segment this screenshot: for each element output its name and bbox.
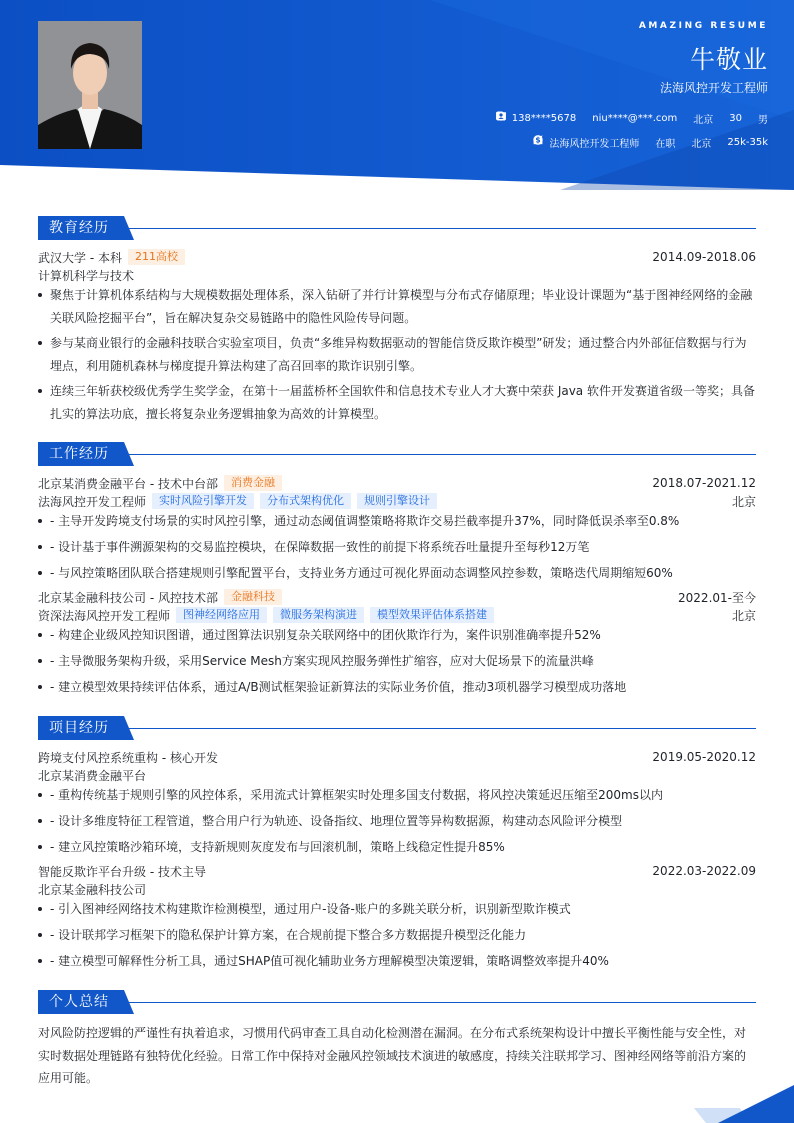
email-text: niu****@***.com: [592, 113, 678, 124]
section-title: 工作经历: [38, 442, 124, 466]
money-icon: [533, 135, 543, 145]
target-role-text: 法海风控开发工程师: [549, 139, 640, 150]
project-org: 北京某消费金融平台: [38, 768, 147, 783]
section-education-header: [38, 216, 756, 240]
skill-tag: 分布式架构优化: [260, 493, 351, 509]
skill-tag: 图神经网络应用: [176, 607, 267, 623]
salary-text: 25k-35k: [727, 137, 768, 148]
school-badge: 211高校: [128, 249, 185, 265]
education-period: 2014.09-2018.06: [652, 250, 756, 264]
intent-row: [533, 135, 768, 150]
header-banner: [0, 0, 794, 190]
gender-text: 男: [758, 115, 768, 126]
skill-tag: 微服务架构演进: [273, 607, 364, 623]
user-icon: [496, 111, 506, 121]
list-item: - 设计基于事件溯源架构的交易监控模块，在保障数据一致性的前提下将系统吞吐量提升至每秒12万笔: [38, 536, 756, 559]
education-major-row: [38, 266, 756, 284]
list-item: - 引入图神经网络技术构建欺诈检测模型，通过用户-设备-账户的多跳关联分析，识别新型欺诈模式: [38, 898, 756, 921]
section-title: 项目经历: [38, 716, 124, 740]
project-org-row: [38, 880, 756, 898]
list-item: - 与风控策略团队联合搭建规则引擎配置平台，支持业务方通过可视化界面动态调整风控参数，策略迭代周期缩短60%: [38, 562, 756, 585]
list-item: 连续三年斩获校级优秀学生奖学金，在第十一届蓝桥杯全国软件和信息技术专业人才大赛中荣获 Java 软件开发赛道省级一等奖；具备扎实的算法功底，擅长将复杂业务逻辑抽象为高效的计算模型。: [38, 380, 756, 426]
gender-item: [758, 111, 768, 126]
contact-row: [496, 111, 768, 126]
phone-text: 138****5678: [511, 113, 577, 124]
school-name: 武汉大学 - 本科: [38, 250, 122, 265]
section-title: 个人总结: [38, 990, 124, 1014]
list-item: - 建立风控策略沙箱环境，支持新规则灰度发布与回滚机制，策略上线稳定性提升85%: [38, 836, 756, 859]
section-work-header: [38, 442, 756, 466]
header-tagline: AMAZING RESUME: [638, 21, 768, 31]
skill-tag: 模型效果评估体系搭建: [370, 607, 494, 623]
work-period: 2018.07-2021.12: [652, 476, 756, 490]
section-summary-header: [38, 990, 756, 1014]
target-city-item: [691, 135, 711, 150]
education-row: [38, 248, 756, 266]
company-name: 北京某消费金融平台 - 技术中台部: [38, 476, 218, 491]
project-period: 2019.05-2020.12: [652, 750, 756, 764]
list-item: - 重构传统基于规则引擎的风控体系，采用流式计算框架实时处理多国支付数据，将风控决策延迟压缩至200ms以内: [38, 784, 756, 807]
age-item: [729, 113, 742, 124]
age-text: 30: [729, 113, 742, 124]
list-item: 参与某商业银行的金融科技联合实验室项目，负责“多维异构数据驱动的智能信贷反欺诈模型”研发；通过整合内外部征信数据与行为埋点，利用随机森林与梯度提升算法构建了高召回率的欺诈识别引擎。: [38, 332, 756, 378]
city-item: [693, 111, 713, 126]
city-text: 北京: [693, 115, 714, 126]
work-company-row: [38, 588, 756, 606]
project-row: [38, 862, 756, 880]
email-item: [592, 113, 677, 124]
status-item: [655, 135, 675, 150]
summary-text: 对风险防控逻辑的严谨性有执着追求，习惯用代码审查工具自动化检测潜在漏洞。在分布式系统架构设计中擅长平衡性能与安全性，对实时数据处理链路有独特优化经验。日常工作中保持对金融风控领域技术演进的敏感度，持续关注联邦学习、图神经网络等前沿方案的应用可能。: [38, 1026, 747, 1085]
status-text: 在职: [655, 139, 676, 150]
work-city: 北京: [731, 494, 756, 509]
skill-tag: 规则引擎设计: [357, 493, 437, 509]
company-badge: 金融科技: [224, 589, 282, 605]
section-projects-header: [38, 716, 756, 740]
list-item: - 设计多维度特征工程管道，整合用户行为轨迹、设备指纹、地理位置等异构数据源，构建动态风险评分模型: [38, 810, 756, 833]
target-city-text: 北京: [691, 139, 712, 150]
project-org-row: [38, 766, 756, 784]
list-item: - 设计联邦学习框架下的隐私保护计算方案，在合规前提下整合多方数据提升模型泛化能力: [38, 924, 756, 947]
work-period: 2022.01-至今: [678, 590, 756, 605]
candidate-name: 牛敬业: [689, 45, 768, 74]
work-company-row: [38, 474, 756, 492]
company-badge: 消费金融: [224, 475, 282, 491]
major: 计算机科学与技术: [38, 268, 135, 283]
project-org: 北京某金融科技公司: [38, 882, 147, 897]
work-title-row: [38, 606, 756, 624]
candidate-role: 法海风控开发工程师: [659, 81, 768, 95]
job-title: 资深法海风控开发工程师: [38, 608, 171, 623]
target-role-item: [549, 135, 639, 150]
list-item: - 主导开发跨境支付场景的实时风控引擎，通过动态阈值调整策略将欺诈交易拦截率提升37%，同时降低误杀率至0.8%: [38, 510, 756, 533]
avatar: [38, 21, 142, 149]
work-city: 北京: [731, 608, 756, 623]
list-item: - 构建企业级风控知识图谱，通过图算法识别复杂关联网络中的团伙欺诈行为，案件识别准确率提升52%: [38, 624, 756, 647]
footer-decoration: [0, 1083, 794, 1123]
job-title: 法海风控开发工程师: [38, 494, 147, 509]
list-item: 聚焦于计算机体系结构与大规模数据处理体系，深入钻研了并行计算模型与分布式存储原理；毕业设计课题为“基于图神经网络的金融关联风险挖掘平台”，旨在解决复杂交易链路中的隐性风险传导问题。: [38, 284, 756, 330]
work-title-row: [38, 492, 756, 510]
list-item: - 主导微服务架构升级，采用Service Mesh方案实现风控服务弹性扩缩容，应对大促场景下的流量洪峰: [38, 650, 756, 673]
skill-tag: 实时风险引擎开发: [152, 493, 254, 509]
company-name: 北京某金融科技公司 - 风控技术部: [38, 590, 218, 605]
svg-text:$: $: [535, 135, 541, 145]
section-title: 教育经历: [38, 216, 124, 240]
project-name: 智能反欺诈平台升级 - 技术主导: [38, 864, 206, 879]
project-row: [38, 748, 756, 766]
project-name: 跨境支付风控系统重构 - 核心开发: [38, 750, 218, 765]
list-item: - 建立模型可解释性分析工具，通过SHAP值可视化辅助业务方理解模型决策逻辑，策略调整效率提升40%: [38, 950, 756, 973]
phone-item: [512, 113, 577, 124]
list-item: - 建立模型效果持续评估体系，通过A/B测试框架验证新算法的实际业务价值，推动3项机器学习模型成功落地: [38, 676, 756, 699]
project-period: 2022.03-2022.09: [652, 864, 756, 878]
